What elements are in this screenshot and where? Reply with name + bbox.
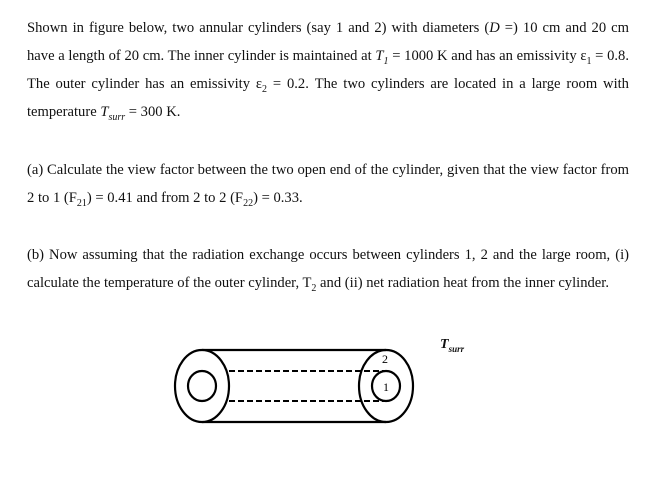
surroundings-temperature-symbol: T	[100, 104, 109, 120]
temperature-symbol: T	[375, 48, 384, 64]
subscript: 2	[262, 83, 268, 95]
text-run: Shown in figure below, two annular cylinders (say 1 and 2) with diameters (	[27, 20, 490, 36]
subscript: 2	[311, 282, 317, 294]
left-outer-end	[175, 350, 229, 422]
problem-statement	[27, 14, 629, 126]
inner-cylinder-label: 1	[383, 380, 389, 394]
annular-cylinders-diagram	[160, 330, 480, 430]
diameter-symbol: D	[489, 20, 500, 36]
text-run: = 1000 K and has an emissivity ε	[388, 48, 587, 64]
question-b	[27, 241, 629, 297]
text-run: = 300 K.	[125, 104, 181, 120]
text-run: = 0.2. The two cylinders are located in a large room with temperature	[27, 76, 629, 120]
text-run: (a) Calculate the view factor between the two open end of the cylinder, given that the view factor from 2 to 1 (F	[27, 162, 629, 206]
outer-cylinder-label: 2	[382, 352, 388, 366]
subscript: 1	[586, 55, 592, 67]
subscript: 1	[383, 55, 389, 67]
text-run: = 0.8. The outer cylinder has an emissivity ε	[27, 48, 629, 92]
text-run: (b) Now assuming that the radiation exchange occurs between cylinders 1, 2 and the large room, (i) calculate the temperature of the outer cylinder, T	[27, 247, 629, 291]
text-run: ) = 0.41 and from 2 to 2 (F	[86, 190, 244, 206]
text-run: =) 10 cm and 20 cm have a length of 20 cm. The inner cylinder is maintained at	[27, 20, 629, 64]
subscript: 22	[243, 197, 254, 209]
subscript: surr	[108, 111, 126, 123]
subscript: 21	[76, 197, 87, 209]
question-a	[27, 156, 629, 212]
text-run: and (ii) net radiation heat from the inner cylinder.	[316, 275, 609, 291]
tsurr-symbol: T	[440, 337, 449, 352]
tsurr-subscript: surr	[448, 343, 465, 354]
text-run: ) = 0.33.	[253, 190, 303, 206]
